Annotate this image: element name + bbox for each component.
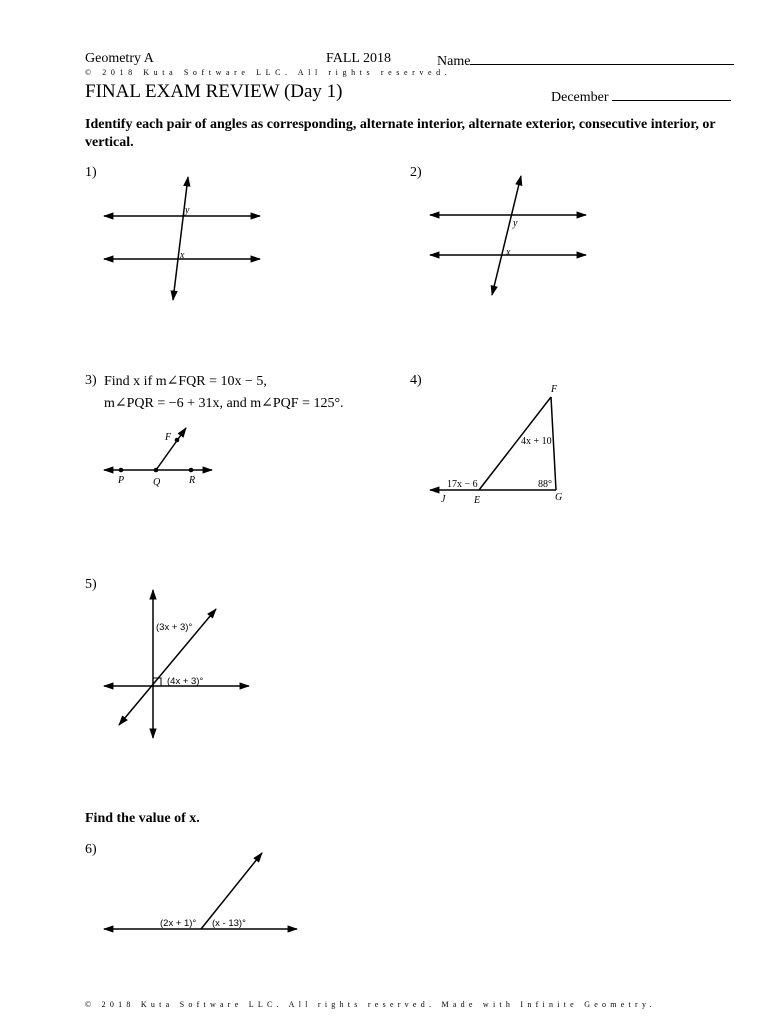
- problem-2-number: 2): [410, 165, 422, 180]
- label-g: G: [555, 492, 563, 503]
- date-label: December: [551, 90, 609, 105]
- page-title: FINAL EXAM REVIEW (Day 1): [85, 81, 343, 102]
- course-name: Geometry A: [85, 51, 154, 66]
- instructions-identify: Identify each pair of angles as corresponding, alternate interior, alternate exterior, consecutive interior, or vertical.: [85, 117, 716, 150]
- instructions-find-x: Find the value of x.: [85, 811, 200, 826]
- problem-3-number: 3): [85, 373, 97, 388]
- term: FALL 2018: [326, 51, 391, 66]
- angle-f-expression: 4x + 10: [521, 436, 552, 447]
- angle-upper-expression: (3x + 3)°: [156, 622, 193, 633]
- angle-g-measure: 88°: [538, 479, 552, 490]
- angle-lower-expression: (4x + 3)°: [167, 676, 204, 687]
- problem-3-text-line2: m∠PQR = −6 + 31x, and m∠PQF = 125°.: [104, 396, 344, 411]
- problem-4-number: 4): [410, 373, 422, 388]
- angle-label-y: y: [185, 205, 190, 216]
- problem-5-number: 5): [85, 577, 97, 592]
- label-f: F: [165, 432, 172, 443]
- footer-copyright: © 2018 Kuta Software LLC. All rights reserved. Made with Infinite Geometry.: [85, 1000, 656, 1009]
- angle-left-expression: (2x + 1)°: [160, 918, 197, 929]
- problem-3-text-line1: Find x if m∠FQR = 10x − 5,: [104, 374, 267, 389]
- label-q: Q: [153, 477, 161, 488]
- name-label: Name: [437, 54, 471, 69]
- problem-6-number: 6): [85, 842, 97, 857]
- label-r: R: [189, 475, 196, 486]
- angle-label-x: x: [506, 247, 511, 258]
- label-j: J: [441, 494, 446, 505]
- label-f: F: [551, 384, 558, 395]
- angle-label-y: y: [513, 218, 518, 229]
- copyright-top: © 2018 Kuta Software LLC. All rights reserved.: [85, 68, 452, 77]
- problem-1-number: 1): [85, 165, 97, 180]
- angle-label-x: x: [180, 250, 185, 261]
- label-p: P: [118, 475, 125, 486]
- angle-right-expression: (x - 13)°: [212, 918, 246, 929]
- label-e: E: [474, 495, 481, 506]
- angle-e-expression: 17x − 6: [447, 479, 478, 490]
